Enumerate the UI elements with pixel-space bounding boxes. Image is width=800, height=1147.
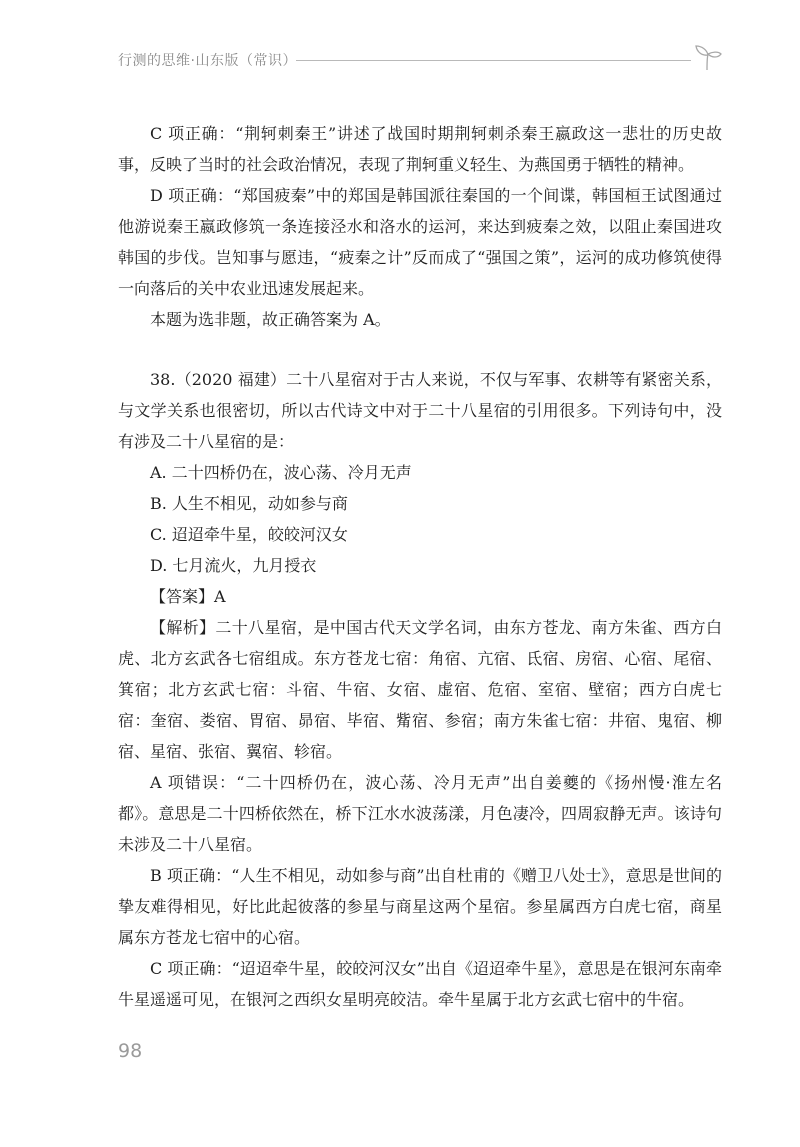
page-content <box>118 118 722 1015</box>
option-d: D. 七月流火，九月授衣 <box>150 556 317 575</box>
option-b: B. 人生不相见，动如参与商 <box>150 494 348 513</box>
option-a: A. 二十四桥仍在，波心荡、冷月无声 <box>150 463 412 482</box>
explanation-b: B 项正确：“人生不相见，动如参与商”出自杜甫的《赠卫八处士》，意思是世间的挚友难得相见，好比此起彼落的参星与商星这两个星宿。参星属西方白虎七宿，商星属东方苍龙七宿中的心宿。 <box>118 866 722 947</box>
explanation-c: C 项正确：“迢迢牵牛星，皎皎河汉女”出自《迢迢牵牛星》，意思是在银河东南牵牛星遥遥可见，在银河之西织女星明亮皎洁。牵牛星属于北方玄武七宿中的牛宿。 <box>118 959 722 1009</box>
analysis-label: 【解析】 <box>150 618 216 637</box>
page-number: 98 <box>118 1040 143 1062</box>
header-title: 行测的思维·山东版（常识） <box>118 53 297 69</box>
paragraph-d-explanation-prev: D 项正确：“郑国疲秦”中的郑国是韩国派往秦国的一个间谍，韩国桓王试图通过他游说秦王嬴政修筑一条连接泾水和洛水的运河，来达到疲秦之效，以阻止秦国进攻韩国的步伐。岂知事与愿违，“疲秦之计”反而成了“强国之策”，运河的成功修筑使得一向落后的关中农业迅速发展起来。 <box>118 186 722 298</box>
header-rule <box>296 60 691 61</box>
analysis-paragraph <box>118 612 722 767</box>
explanation-a: A 项错误：“二十四桥仍在，波心荡、冷月无声”出自姜夔的《扬州慢·淮左名都》。意思是二十四桥依然在，桥下江水水波荡漾，月色凄冷，四周寂静无声。该诗句未涉及二十八星宿。 <box>118 773 722 854</box>
analysis-text: 二十八星宿，是中国古代天文学名词，由东方苍龙、南方朱雀、西方白虎、北方玄武各七宿组成。东方苍龙七宿：角宿、亢宿、氐宿、房宿、心宿、尾宿、箕宿；北方玄武七宿：斗宿、牛宿、女宿、虚宿、危宿、室宿、壁宿；西方白虎七宿：奎宿、娄宿、胃宿、昴宿、毕宿、觜宿、参宿；南方朱雀七宿：井宿、鬼宿、柳宿、星宿、张宿、翼宿、轸宿。 <box>118 618 722 761</box>
question-stem: 38.（2020 福建）二十八星宿对于古人来说，不仅与军事、农耕等有紧密关系，与文学关系也很密切，所以古代诗文中对于二十八星宿的引用很多。下列诗句中，没有涉及二十八星宿的是： <box>118 370 722 451</box>
answer-label: 【答案】 <box>150 587 215 606</box>
paragraph-answer-conclusion: 本题为选非题，故正确答案为 A。 <box>150 310 391 329</box>
sprout-icon <box>688 42 726 72</box>
running-header <box>118 46 718 76</box>
paragraph-c-explanation-prev: C 项正确：“荆轲刺秦王”讲述了战国时期荆轲刺杀秦王嬴政这一悲壮的历史故事，反映了当时的社会政治情况，表现了荆轲重义轻生、为燕国勇于牺牲的精神。 <box>118 124 722 174</box>
answer-value: A <box>214 587 226 606</box>
option-c: C. 迢迢牵牛星，皎皎河汉女 <box>150 525 348 544</box>
section-gap <box>118 335 722 364</box>
answer-line <box>118 581 722 612</box>
